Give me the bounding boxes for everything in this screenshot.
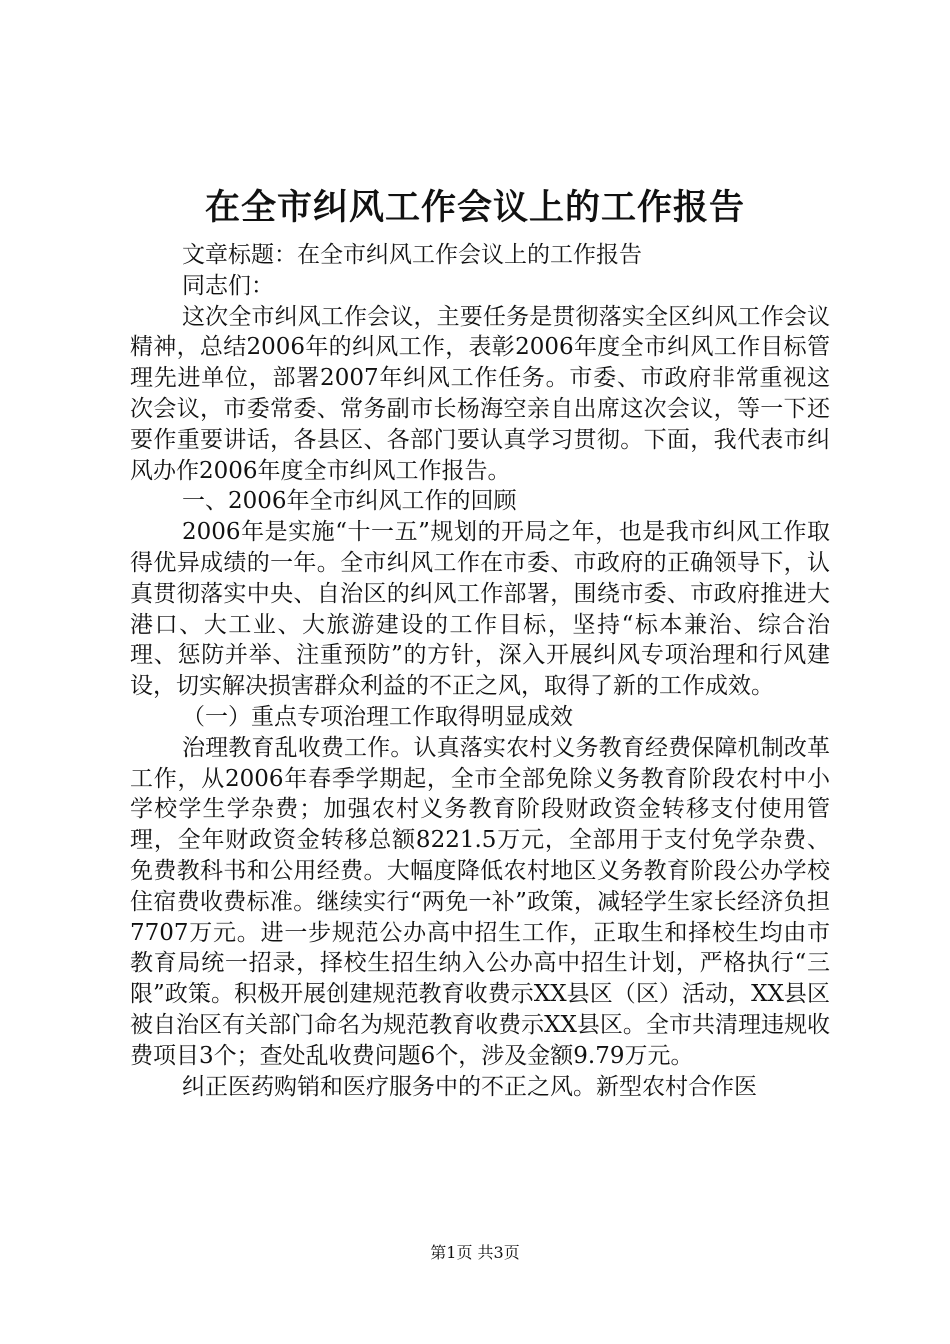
- page-number-footer: 第1页 共3页: [430, 1243, 520, 1262]
- body-paragraph: 治理教育乱收费工作。认真落实农村义务教育经费保障机制改革工作，从2006年春季学期起，全市全部免除义务教育阶段农村中小学校学生学杂费；加强农村义务教育阶段财政资金转移支付使用管理，全年财政资金转移总额8221.5万元，全部用于支付免学杂费、免费教科书和公用经费。大幅度降低农村地区义务教育阶段公办学校住宿费收费标准。继续实行“两免一补”政策，减轻学生家长经济负担7707万元。进一步规范公办高中招生工作，正取生和择校生均由市教育局统一招录，择校生招生纳入公办高中招生计划，严格执行“三限”政策。积极开展创建规范教育收费示XX县区（区）活动，XX县区被自治区有关部门命名为规范教育收费示XX县区。全市共清理违规收费项目3个；查处乱收费问题6个，涉及金额9.79万元。: [130, 734, 830, 1069]
- article-title-line: 文章标题：在全市纠风工作会议上的工作报告: [182, 242, 642, 268]
- subsection-heading: （一）重点专项治理工作取得明显成效: [182, 703, 573, 730]
- body-paragraph: 纠正医药购销和医疗服务中的不正之风。新型农村合作医: [182, 1073, 757, 1100]
- body-paragraph: 这次全市纠风工作会议，主要任务是贯彻落实全区纠风工作会议精神，总结2006年的纠风工作，表彰2006年度全市纠风工作目标管理先进单位，部署2007年纠风工作任务。市委、市政府非常重视这次会议，市委常委、常务副市长杨海空亲自出席这次会议，等一下还要作重要讲话，各县区、各部门要认真学习贯彻。下面，我代表市纠风办作2006年度全市纠风工作报告。: [130, 303, 830, 484]
- section-heading: 一、2006年全市纠风工作的回顾: [182, 488, 517, 515]
- document-title: 在全市纠风工作会议上的工作报告: [204, 187, 745, 228]
- document-body: [130, 240, 830, 1102]
- salutation: 同志们：: [182, 272, 274, 299]
- body-paragraph: 2006年是实施“十一五”规划的开局之年，也是我市纠风工作取得优异成绩的一年。全市纠风工作在市委、市政府的正确领导下，认真贯彻落实中央、自治区的纠风工作部署，围绕市委、市政府推进大港口、大工业、大旅游建设的工作目标，坚持“标本兼治、综合治理、惩防并举、注重预防”的方针，深入开展纠风专项治理和行风建设，切实解决损害群众利益的不正之风，取得了新的工作成效。: [130, 519, 830, 700]
